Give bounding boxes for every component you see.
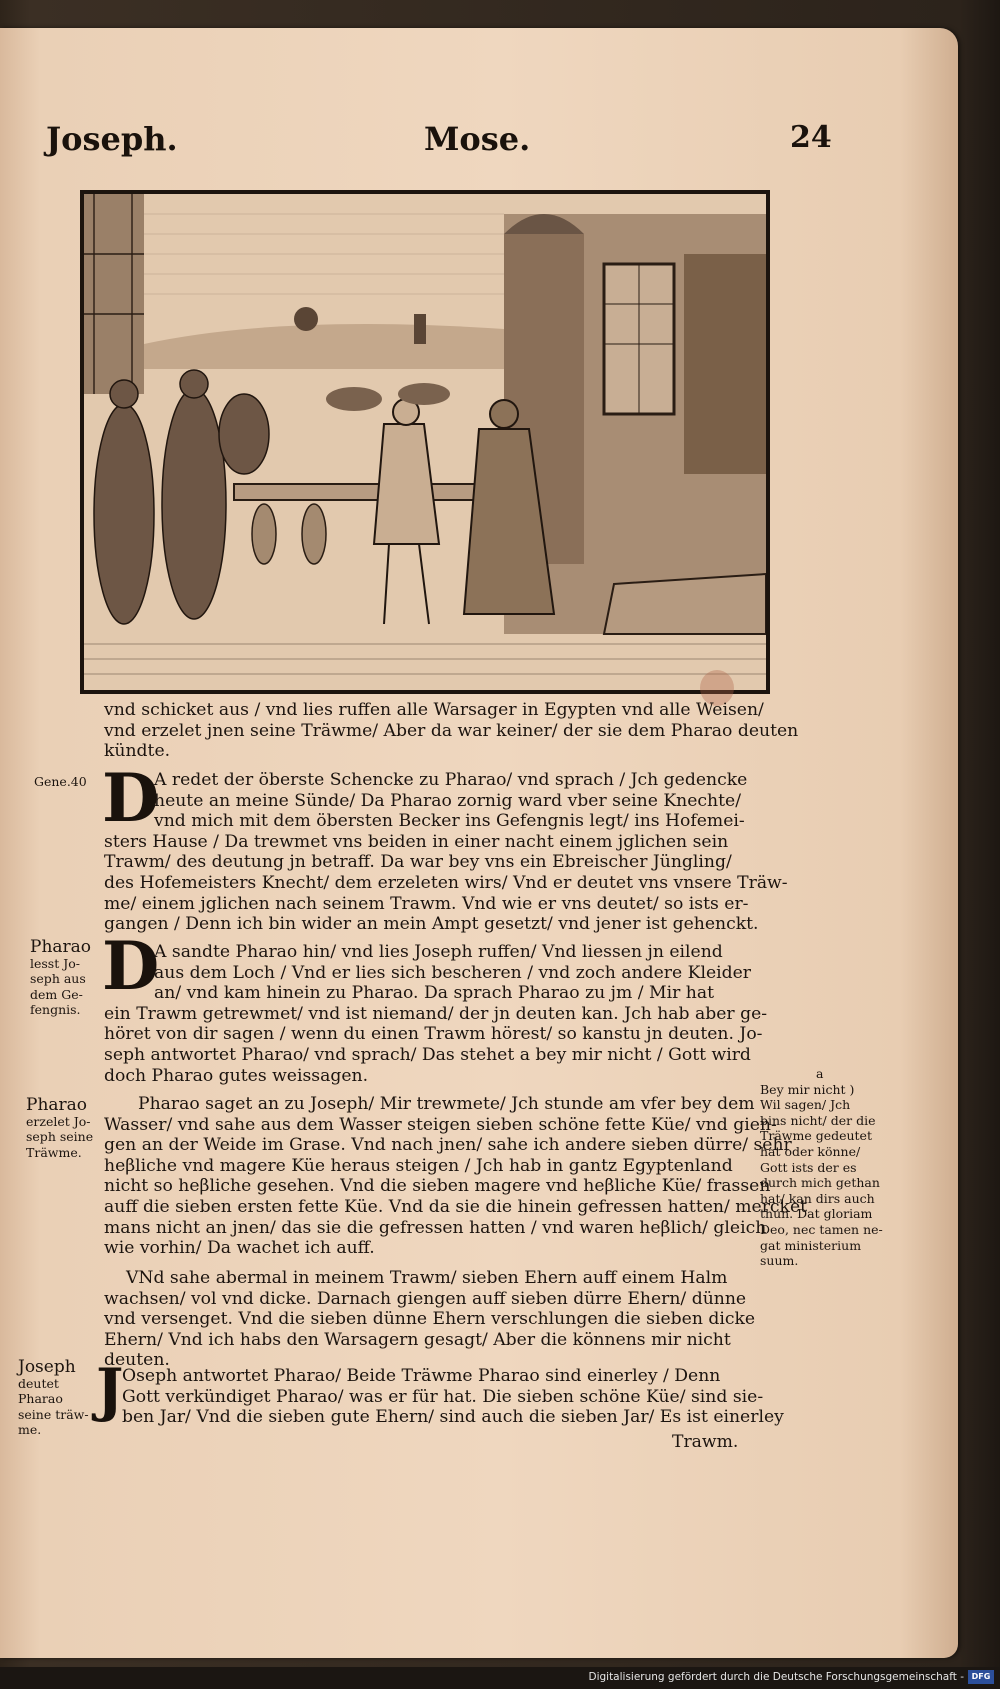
woodcut-illustration — [80, 190, 770, 694]
note-line: Trӓwme gedeutet — [760, 1128, 872, 1144]
note-line: Gene.40 — [34, 774, 87, 789]
note-line: Gott ists der es — [760, 1159, 857, 1175]
margin-note-joseph — [18, 1357, 89, 1438]
note-line: durch mich gethan — [760, 1175, 880, 1191]
text-line: vnd erzelet jnen seine Trӓwme/ Aber da war keiner/ der sie dem Pharao deuten — [104, 720, 799, 741]
note-line: Joseph — [18, 1357, 76, 1377]
note-line: dem Ge- — [30, 986, 83, 1002]
note-line: suum. — [760, 1253, 799, 1269]
text-block-1 — [104, 700, 798, 762]
text-block-4 — [104, 1094, 807, 1259]
text-line: gen an der Weide im Grase. Vnd nach jnen/ sahe ich andere sieben dürre/ sehr — [104, 1135, 792, 1156]
note-line: erzelet Jo- — [26, 1113, 91, 1129]
drop-cap-initial: D — [102, 759, 160, 837]
text-line: gangen / Denn ich bin wider an mein Ampt gesetzt/ vnd jener ist gehenckt. — [104, 914, 759, 935]
text-line: wie vorhin/ Da wachet ich auff. — [104, 1238, 375, 1259]
note-line: Wil sagen/ Jch — [760, 1097, 851, 1113]
text-line: ein Trawm getrewmet/ vnd ist niemand/ der jn deuten kan. Jch hab aber ge- — [104, 1003, 768, 1024]
book-page — [0, 28, 958, 1658]
text-line: Wasser/ vnd sahe aus dem Wasser steigen sieben schöne fette Küe/ vnd gien- — [104, 1114, 777, 1135]
note-line: Deo, nec tamen ne- — [760, 1221, 883, 1237]
text-line: VNd sahe abermal in meinem Trawm/ sieben Ehern auff einem Halm — [126, 1268, 728, 1288]
text-line: seph antwortet Pharao/ vnd sprach/ Das stehet a bey mir nicht / Gott wird — [104, 1044, 751, 1065]
text-line: Ehern/ Vnd ich habs den Warsagern gesagt/ Aber die könnens mir nicht — [104, 1329, 731, 1350]
folio-number: 24 — [790, 120, 832, 155]
text-line: me/ einem jglichen nach seinem Trawm. Vnd wie er vns deutet/ so ists er- — [104, 893, 749, 914]
running-head-center: Mose. — [424, 120, 531, 158]
note-line: seine trӓw- — [18, 1406, 89, 1422]
note-line: hat/ kan dirs auch — [760, 1190, 875, 1206]
note-line: lesst Jo- — [30, 955, 80, 971]
text-line: auff die sieben ersten fette Küe. Vnd da sie die hinein gefressen hatten/ mercket — [104, 1196, 808, 1217]
text-line: Gott verkündiget Pharao/ was er für hat. Die sieben schöne Küe/ sind sie- — [122, 1386, 764, 1407]
text-line: Trawm/ des deutung jn betraff. Da war bey vns ein Ebreischer Jüngling/ — [104, 852, 732, 873]
text-line: A sandte Pharao hin/ vnd lies Joseph ruffen/ Vnd liessen jn eilend — [154, 942, 723, 962]
text-line: doch Pharao gutes weissagen. — [104, 1065, 369, 1086]
note-line: deutet — [18, 1375, 59, 1391]
text-line: heβliche vnd magere Küe heraus steigen / Jch hab in gantz Egyptenland — [104, 1155, 733, 1176]
note-line: Pharao — [18, 1391, 63, 1407]
footer-credit: Digitalisierung gefördert durch die Deutsche Forschungsgemeinschaft - — [588, 1671, 964, 1683]
text-line: Pharao saget an zu Joseph/ Mir trewmete/ Jch stunde am vfer bey dem — [138, 1094, 755, 1114]
text-line: nicht so heβliche gesehen. Vnd die sieben magere vnd heβliche Küe/ frassen — [104, 1176, 771, 1197]
text-line: vnd versenget. Vnd die sieben dünne Ehern verschlungen die sieben dicke — [104, 1309, 756, 1330]
note-line: hat oder könne/ — [760, 1143, 861, 1159]
note-line: thun. Dat gloriam — [760, 1206, 873, 1222]
margin-note-gene — [34, 774, 87, 790]
woodcut-illustration-icon — [84, 194, 766, 690]
text-line: ben Jar/ Vnd die sieben gute Ehern/ sind auch die sieben Jar/ Es ist einerley — [122, 1407, 784, 1428]
catchword: Trawm. — [672, 1432, 739, 1452]
text-block-3 — [104, 942, 767, 1086]
drop-cap-initial: J — [96, 1356, 124, 1424]
text-line: vnd mich mit dem öbersten Becker ins Gefengnis legt/ ins Hofemei- — [154, 811, 745, 832]
note-line: seph seine — [26, 1129, 94, 1145]
margin-note-pharao-1 — [30, 937, 92, 1018]
text-line: heute an meine Sünde/ Da Pharao zornig ward vber seine Knechte/ — [154, 790, 741, 811]
note-line: a — [816, 1066, 824, 1081]
dfg-logo-icon: DFG — [968, 1670, 994, 1684]
note-line: Bey mir nicht ) — [760, 1081, 855, 1097]
text-line: sters Hause / Da trewmet vns beiden in einer nacht einem jglichen sein — [104, 831, 729, 852]
text-block-6 — [104, 1366, 784, 1428]
text-block-5 — [104, 1268, 755, 1371]
note-line: me. — [18, 1422, 42, 1438]
text-line: A redet der öberste Schencke zu Pharao/ vnd sprach / Jch gedencke — [154, 770, 748, 790]
text-line: vnd schicket aus / vnd lies ruffen alle Warsager in Egypten vnd alle Weisen/ — [104, 700, 764, 720]
running-head-left: Joseph. — [46, 120, 178, 158]
drop-cap-initial: D — [102, 927, 160, 1005]
text-block-2 — [102, 759, 788, 935]
text-line: wachsen/ vol vnd dicke. Darnach giengen auff sieben dürre Ehern/ dünne — [104, 1288, 747, 1309]
text-line: höret von dir sagen / wenn du einen Trawm hörest/ so kanstu jn deuten. Jo- — [104, 1024, 763, 1045]
note-line: fengnis. — [30, 1002, 81, 1018]
text-line: deuten. — [104, 1350, 170, 1371]
margin-note-right — [760, 1066, 883, 1269]
text-line: kündte. — [104, 741, 171, 762]
text-line: an/ vnd kam hinein zu Pharao. Da sprach Pharao zu jm / Mir hat — [154, 983, 715, 1004]
margin-note-pharao-2 — [26, 1095, 94, 1160]
text-line: aus dem Loch / Vnd er lies sich bescheren / vnd zoch andere Kleider — [154, 962, 752, 983]
note-line: Pharao — [30, 937, 92, 957]
note-line: Pharao — [26, 1095, 88, 1115]
note-line: Trӓwme. — [26, 1144, 82, 1160]
note-line: seph aus — [30, 971, 86, 987]
note-line: bins nicht/ der die — [760, 1112, 876, 1128]
note-line: gat ministerium — [760, 1237, 862, 1253]
text-line: des Hofemeisters Knecht/ dem erzeleten wirs/ Vnd er deutet vns vnsere Trӓw- — [104, 872, 788, 893]
text-line: mans nicht an jnen/ das sie die gefressen hatten / vnd waren heβlich/ gleich — [104, 1217, 767, 1238]
text-line: Oseph antwortet Pharao/ Beide Trӓwme Pharao sind einerley / Denn — [122, 1366, 721, 1386]
